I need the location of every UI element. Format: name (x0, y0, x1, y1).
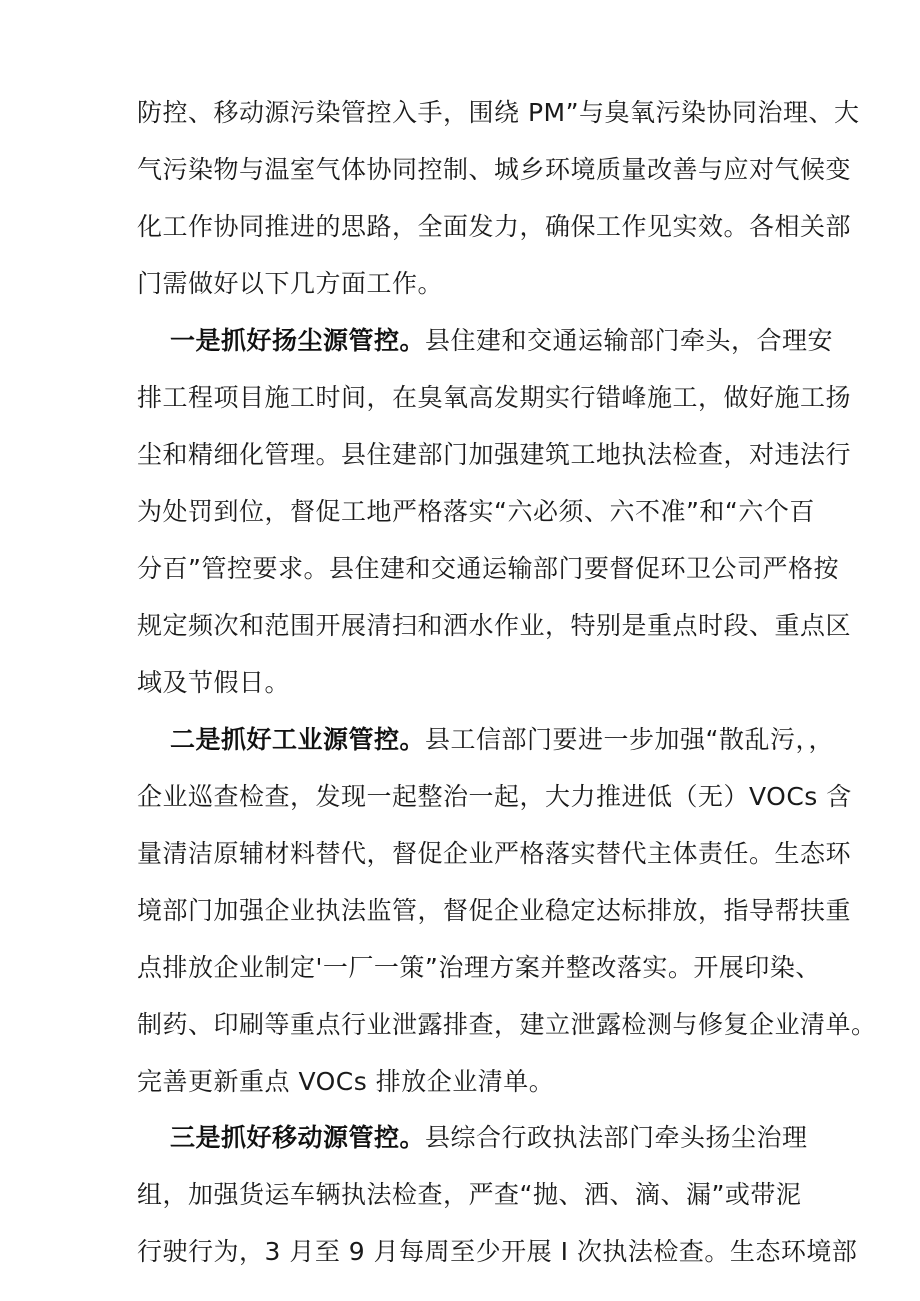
text-line (137, 609, 851, 643)
text-line (137, 951, 821, 985)
section-heading: 一是抓好扬尘源管控。 (170, 326, 426, 355)
text-line (137, 1065, 554, 1099)
body-text: 防控、移动源污染管控入手，围绕 PM”与臭氧污染协同治理、大 (137, 98, 860, 127)
body-text: 行驶行为，3 月至 9 月每周至少开展 I 次执法检查。生态环境部 (137, 1237, 858, 1266)
section-heading: 二是抓好工业源管控。 (170, 725, 426, 754)
body-text: 为处罚到位，督促工地严格落实“六必须、六不准”和“六个百 (137, 497, 815, 526)
text-line (137, 780, 852, 814)
body-text: 县综合行政执法部门牵头扬尘治理 (425, 1123, 808, 1152)
text-line (137, 267, 443, 301)
text-line (137, 1008, 877, 1042)
body-text: 制药、印刷等重点行业泄露排查，建立泄露检测与修复企业清单。 (137, 1010, 877, 1039)
text-line (137, 552, 839, 586)
body-text: 量清洁原辅材料替代，督促企业严格落实替代主体责任。生态环 (137, 839, 852, 868)
text-line (170, 1121, 808, 1155)
body-text: 完善更新重点 VOCs 排放企业清单。 (137, 1067, 555, 1096)
body-text: 尘和精细化管理。县住建部门加强建筑工地执法检查，对违法行 (137, 440, 852, 469)
text-line (137, 210, 851, 244)
body-text: 企业巡查检查，发现一起整治一起，大力推进低（无）VOCs 含 (137, 782, 852, 811)
text-line (137, 381, 851, 415)
body-text: 化工作协同推进的思路，全面发力，确保工作见实效。各相关部 (137, 212, 852, 241)
text-line (137, 1178, 801, 1212)
text-line (137, 438, 851, 472)
body-text: 排工程项目施工时间，在臭氧高发期实行错峰施工，做好施工扬 (137, 383, 852, 412)
body-text: 点排放企业制定'一厂一策”治理方案并整改落实。开展印染、 (137, 953, 821, 982)
body-text: 县工信部门要进一步加强“散乱污，， (425, 725, 834, 754)
body-text: 门需做好以下几方面工作。 (137, 269, 444, 298)
body-text: 组，加强货运车辆执法检查，严查“抛、洒、滴、漏”或带泥 (137, 1180, 802, 1209)
body-text: 分百”管控要求。县住建和交通运输部门要督促环卫公司严格按 (137, 554, 839, 583)
text-line (137, 96, 860, 130)
body-text: 气污染物与温室气体协同控制、城乡环境质量改善与应对气候变 (137, 155, 852, 184)
text-line (137, 837, 851, 871)
text-line (137, 495, 815, 529)
body-text: 域及节假日。 (137, 668, 291, 697)
body-text: 规定频次和范围开展清扫和洒水作业，特别是重点时段、重点区 (137, 611, 852, 640)
section-heading: 三是抓好移动源管控。 (170, 1123, 426, 1152)
text-line (137, 153, 851, 187)
body-text: 县住建和交通运输部门牵头，合理安 (425, 326, 834, 355)
text-line (137, 666, 290, 700)
text-line (170, 723, 834, 757)
text-line (170, 324, 833, 358)
text-line (137, 1235, 857, 1269)
body-text: 境部门加强企业执法监管，督促企业稳定达标排放，指导帮扶重 (137, 896, 852, 925)
text-line (137, 894, 851, 928)
